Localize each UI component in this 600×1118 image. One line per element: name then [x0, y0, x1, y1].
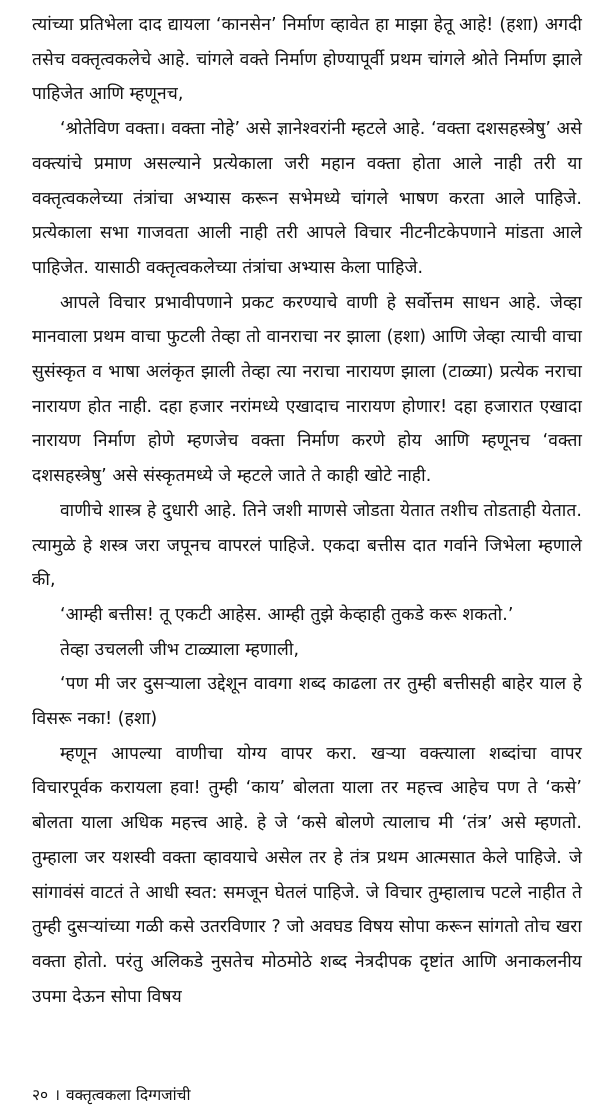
page-footer — [32, 1082, 191, 1108]
body-text — [32, 8, 582, 1014]
running-book-title: वक्तृत्वकला दिग्गजांची — [66, 1086, 191, 1104]
quote-paragraph: ‘आम्ही बत्तीस! तू एकटी आहेस. आम्ही तुझे केव्हाही तुकडे करू शकतो.’ — [60, 604, 514, 625]
footer-separator: । — [54, 1086, 60, 1104]
paragraph: त्यांच्या प्रतिभेला दाद द्यायला ‘कानसेन’ निर्माण व्हावेत हा माझा हेतू आहे! (हशा) अगदी तसेच वक्तृत्वकलेचे आहे. चांगले वक्ते निर्माण होण्यापूर्वी प्रथम चांगले श्रोते निर्माण झाले पाहिजेत आणि म्हणूनच, — [32, 15, 582, 105]
paragraph: आपले विचार प्रभावीपणाने प्रकट करण्याचे वाणी हे सर्वोत्तम साधन आहे. जेव्हा मानवाला प्रथम वाचा फुटली तेव्हा तो वानराचा नर झाला (हशा) आणि जेव्हा त्याची वाचा सुसंस्कृत व भाषा अलंकृत झाली तेव्हा त्या नराचा नारायण झाला (टाळ्या) प्रत्येक नराचा नारायण होत नाही. दहा हजार नरांमध्ये एखादाच नारायण होणार! दहा हजारात एखादा नारायण निर्माण होणे म्हणजेच वक्ता निर्माण करणे होय आणि म्हणूनच ‘वक्ता दशसहस्त्रेषु’ असे संस्कृतमध्ये जे म्हटले जाते ते काही खोटे नाही. — [32, 292, 582, 487]
paragraph: म्हणून आपल्या वाणीचा योग्य वापर करा. खऱ्या वक्त्याला शब्दांचा वापर विचारपूर्वक करायला हवा! तुम्ही ‘काय’ बोलता याला तर महत्त्व आहेच पण ते ‘कसे’ बोलता याला अधिक महत्त्व आहे. हे जे ‘कसे बोलणे त्यालाच मी ‘तंत्र’ असे म्हणतो. तुम्हाला जर यशस्वी वक्ता व्हावयाचे असेल तर हे तंत्र प्रथम आत्मसात केले पाहिजे. जे सांगावंसं वाटतं ते आधी स्वत: समजून घेतलं पाहिजे. जे विचार तुम्हालाच पटले नाहीत ते तुम्ही दुसऱ्यांच्या गळी कसे उतरविणार ? जो अवघड विषय सोपा करून सांगतो तोच खरा वक्ता होतो. परंतु अलिकडे नुसतेच मोठमोठे शब्द नेत्रदीपक दृष्टांत आणि अनाकलनीय उपमा देऊन सोपा विषय — [32, 743, 582, 1007]
paragraph: ‘श्रोतेविण वक्ता। वक्ता नोहे’ असे ज्ञानेश्वरांनी म्हटले आहे. ‘वक्ता दशसहस्त्रेषु’ असे वक्त्यांचे प्रमाण असल्याने प्रत्येकाला जरी महान वक्ता होता आले नाही तरी या वक्तृत्वकलेच्या तंत्रांचा अभ्यास करून सभेमध्ये चांगले भाषण करता आले पाहिजे. प्रत्येकाला सभा गाजवता आली नाही तरी आपले विचार नीटनीटकेपणाने मांडता आले पाहिजेत. यासाठी वक्तृत्वकलेच्या तंत्रांचा अभ्यास केला पाहिजे. — [32, 119, 582, 278]
paragraph: वाणीचे शास्त्र हे दुधारी आहे. तिने जशी माणसे जोडता येतात तशीच तोडताही येतात. त्यामुळे हे शस्त्र जरा जपूनच वापरलं पाहिजे. एकदा बत्तीस दात गर्वाने जिभेला म्हणाले की, — [32, 500, 582, 591]
paragraph: तेव्हा उचलली जीभ टाळ्याला म्हणाली, — [60, 639, 300, 660]
page-number: २० — [32, 1086, 49, 1104]
quote-paragraph: ‘पण मी जर दुसऱ्याला उद्देशून वावगा शब्द काढला तर तुम्ही बत्तीसही बाहेर याल हे विसरू नका! (हशा) — [32, 674, 582, 730]
